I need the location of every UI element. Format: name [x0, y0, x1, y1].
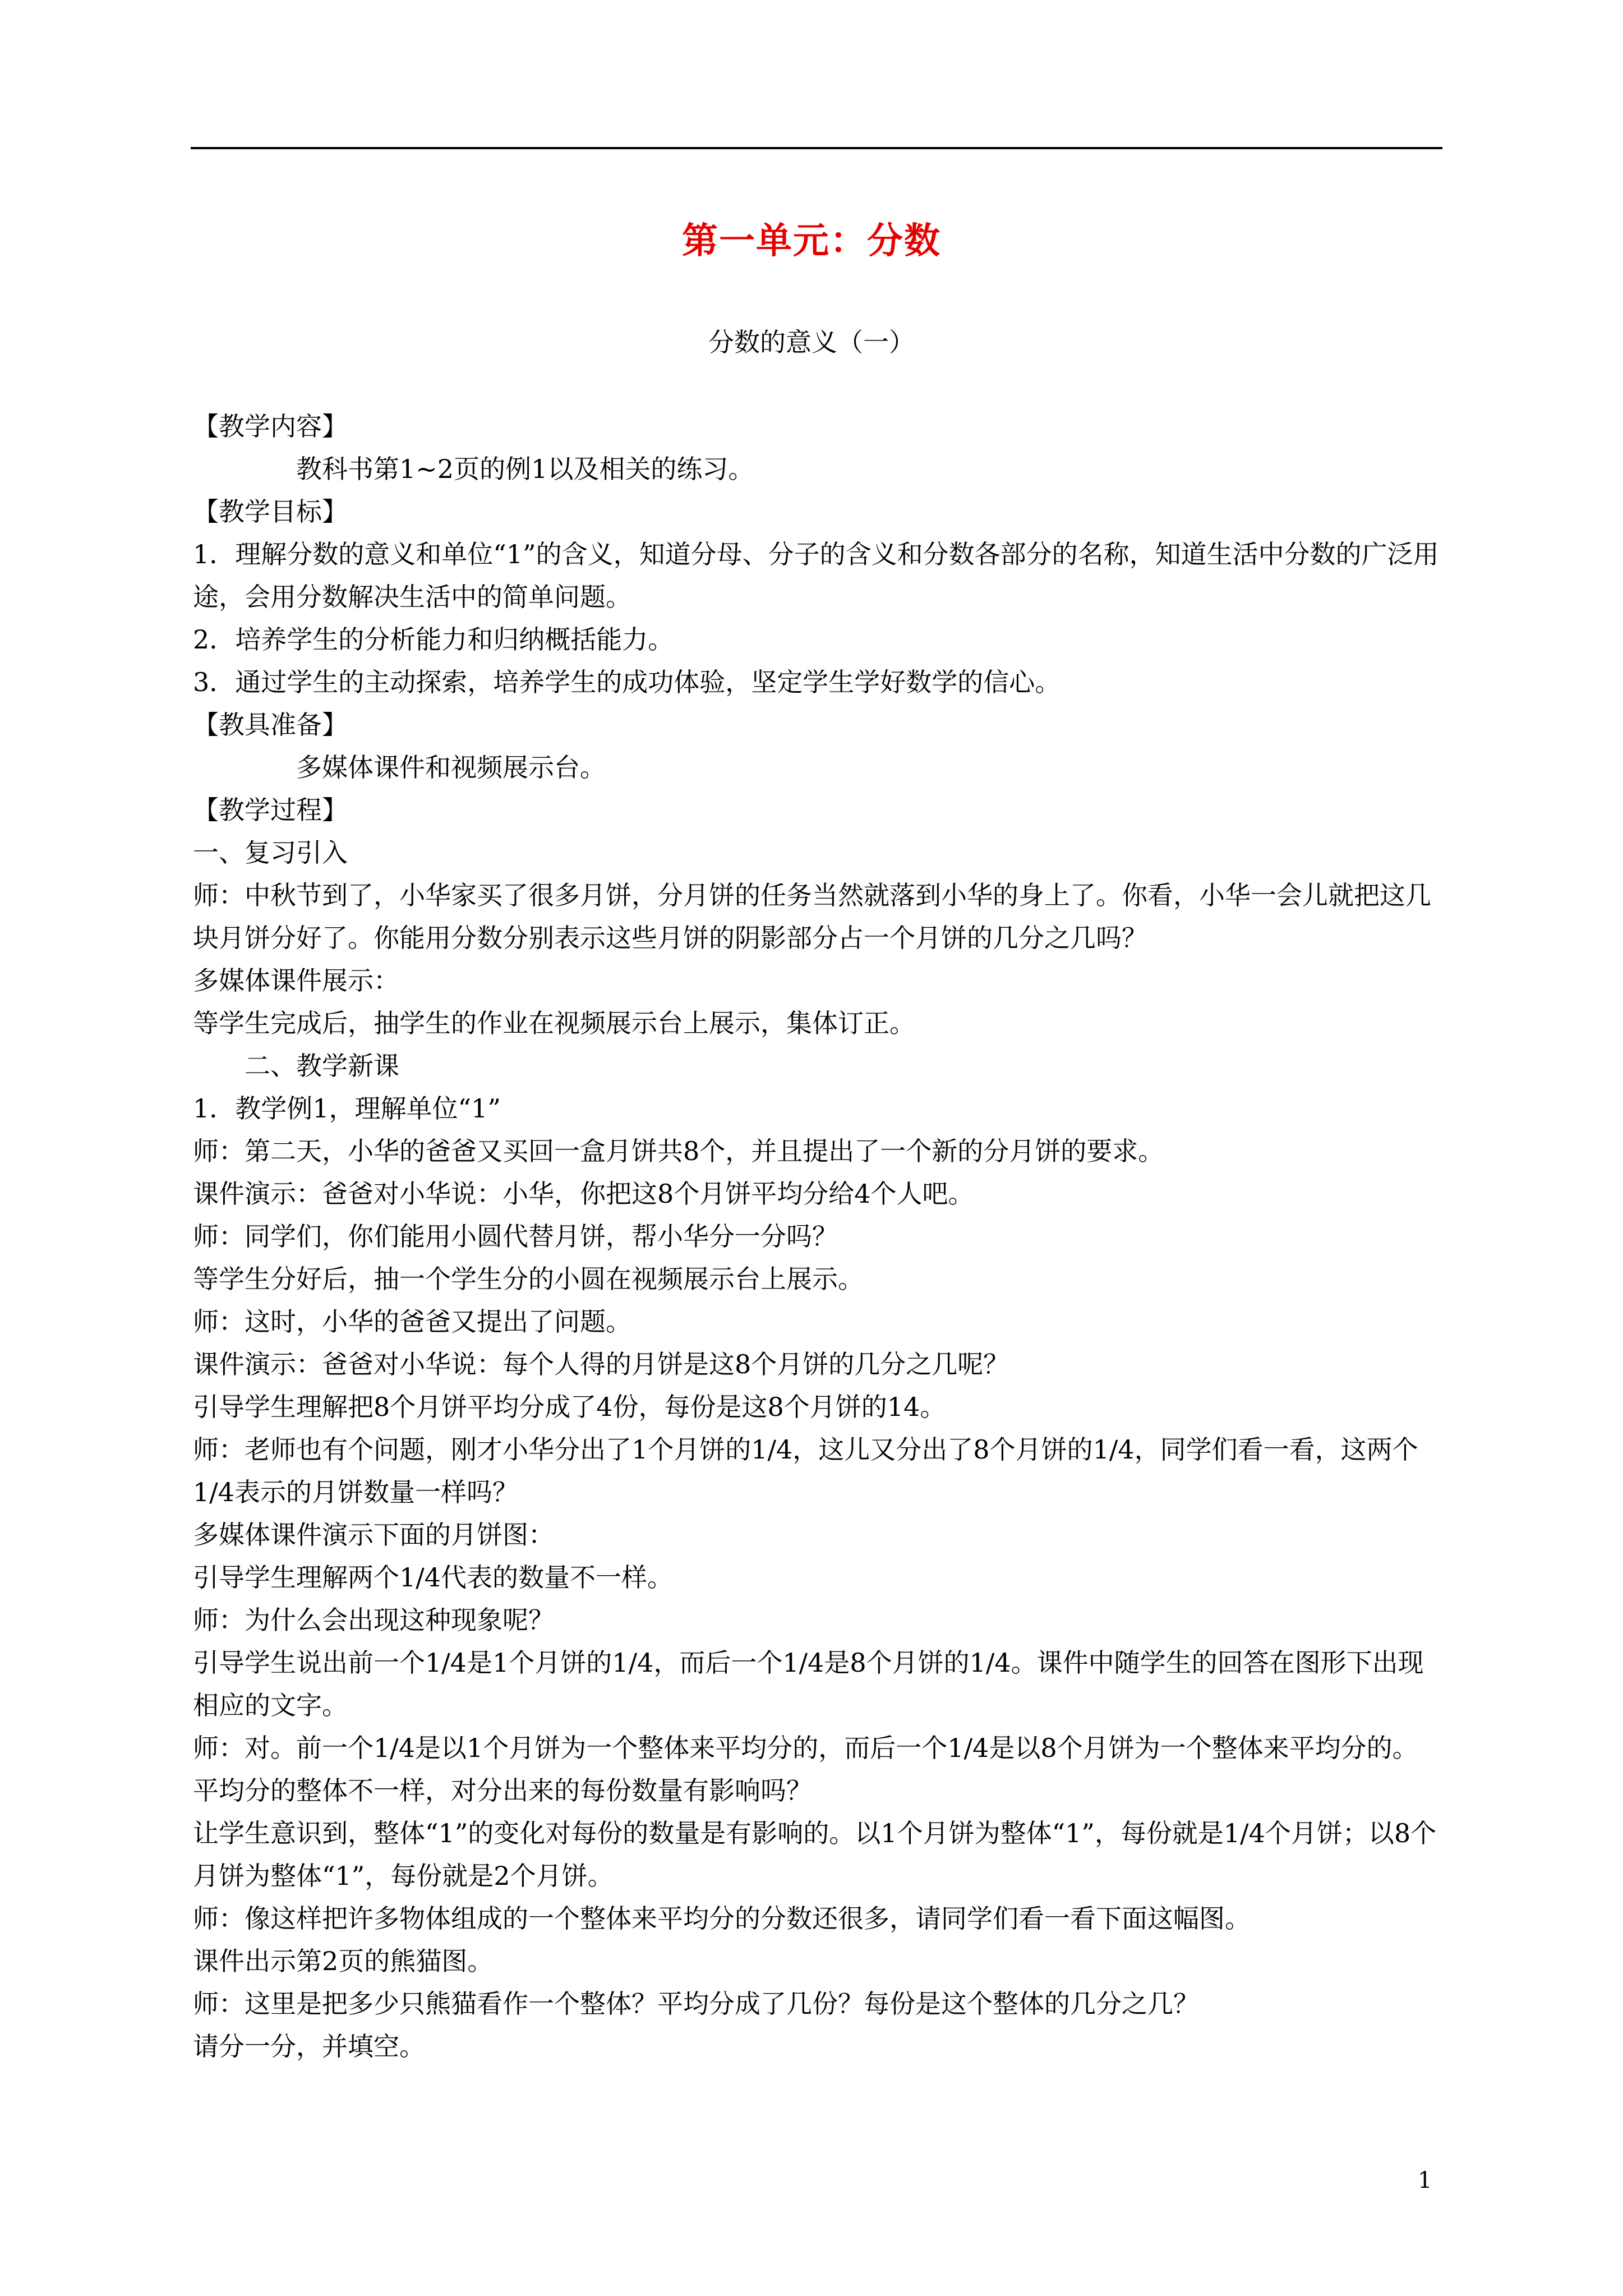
page-number: 1: [1418, 2168, 1432, 2193]
lesson-subtitle: 分数的意义（一）: [708, 327, 915, 357]
paragraph: 引导学生理解把8个月饼平均分成了4份，每份是这8个月饼的14。: [193, 1392, 946, 1422]
paragraph: 师：老师也有个问题，刚才小华分出了1个月饼的1/4，这儿又分出了8个月饼的1/4，同学们看一看，这两个1/4表示的月饼数量一样吗？: [193, 1434, 1418, 1507]
paragraph: 请分一分，并填空。: [193, 2031, 425, 2062]
paragraph: 课件演示：爸爸对小华说：每个人得的月饼是这8个月饼的几分之几呢？: [193, 1349, 1009, 1379]
section-heading-content: 【教学内容】: [193, 411, 348, 441]
paragraph: 引导学生说出前一个1/4是1个月饼的1/4，而后一个1/4是8个月饼的1/4。课件中随学生的回答在图形下出现相应的文字。: [193, 1648, 1424, 1720]
paragraph: 师：这时，小华的爸爸又提出了问题。: [193, 1306, 631, 1337]
document-title: 第一单元：分数: [682, 220, 941, 262]
paragraph: 多媒体课件演示下面的月饼图：: [193, 1520, 554, 1550]
paragraph: 课件出示第2页的熊猫图。: [193, 1946, 494, 1976]
subsection-heading: 二、教学新课: [245, 1051, 399, 1081]
paragraph: 3．通过学生的主动探索，培养学生的成功体验，坚定学生学好数学的信心。: [193, 667, 1061, 697]
paragraph: 师：为什么会出现这种现象呢？: [193, 1605, 554, 1635]
paragraph: 师：同学们，你们能用小圆代替月饼，帮小华分一分吗？: [193, 1221, 838, 1251]
paragraph: 2．培养学生的分析能力和归纳概括能力。: [193, 624, 674, 655]
paragraph: 让学生意识到，整体“1”的变化对每份的数量是有影响的。以1个月饼为整体“1”，每份就是1/4个月饼；以8个月饼为整体“1”，每份就是2个月饼。: [193, 1818, 1437, 1891]
paragraph: 多媒体课件和视频展示台。: [296, 752, 606, 783]
section-heading-process: 【教学过程】: [193, 795, 348, 825]
section-heading-tools: 【教具准备】: [193, 710, 348, 740]
paragraph: 课件演示：爸爸对小华说：小华，你把这8个月饼平均分给4个人吧。: [193, 1179, 974, 1209]
section-heading-goals: 【教学目标】: [193, 496, 348, 527]
paragraph: 1．理解分数的意义和单位“1”的含义，知道分母、分子的含义和分数各部分的名称，知道生活中分数的广泛用途，会用分数解决生活中的简单问题。: [193, 539, 1439, 612]
paragraph: 等学生分好后，抽一个学生分的小圆在视频展示台上展示。: [193, 1264, 864, 1294]
paragraph: 师：中秋节到了，小华家买了很多月饼，分月饼的任务当然就落到小华的身上了。你看，小华一会儿就把这几块月饼分好了。你能用分数分别表示这些月饼的阴影部分占一个月饼的几分之几吗？: [193, 880, 1431, 953]
paragraph: 多媒体课件展示：: [193, 965, 399, 996]
paragraph: 等学生完成后，抽学生的作业在视频展示台上展示，集体订正。: [193, 1008, 915, 1038]
subsection-heading: 一、复习引入: [193, 838, 348, 868]
paragraph: 1．教学例1，理解单位“1”: [193, 1093, 501, 1124]
document-body: [193, 405, 1444, 2068]
paragraph: 师：第二天，小华的爸爸又买回一盒月饼共8个，并且提出了一个新的分月饼的要求。: [193, 1136, 1164, 1166]
paragraph: 师：对。前一个1/4是以1个月饼为一个整体来平均分的，而后一个1/4是以8个月饼为一个整体来平均分的。平均分的整体不一样，对分出来的每份数量有影响吗？: [193, 1733, 1418, 1806]
header-rule: [191, 147, 1442, 149]
paragraph: 师：像这样把许多物体组成的一个整体来平均分的分数还很多，请同学们看一看下面这幅图。: [193, 1903, 1251, 1934]
paragraph: 教科书第1~2页的例1以及相关的练习。: [296, 454, 754, 484]
paragraph: 师：这里是把多少只熊猫看作一个整体？平均分成了几份？每份是这个整体的几分之几？: [193, 1989, 1199, 2019]
paragraph: 引导学生理解两个1/4代表的数量不一样。: [193, 1562, 674, 1593]
